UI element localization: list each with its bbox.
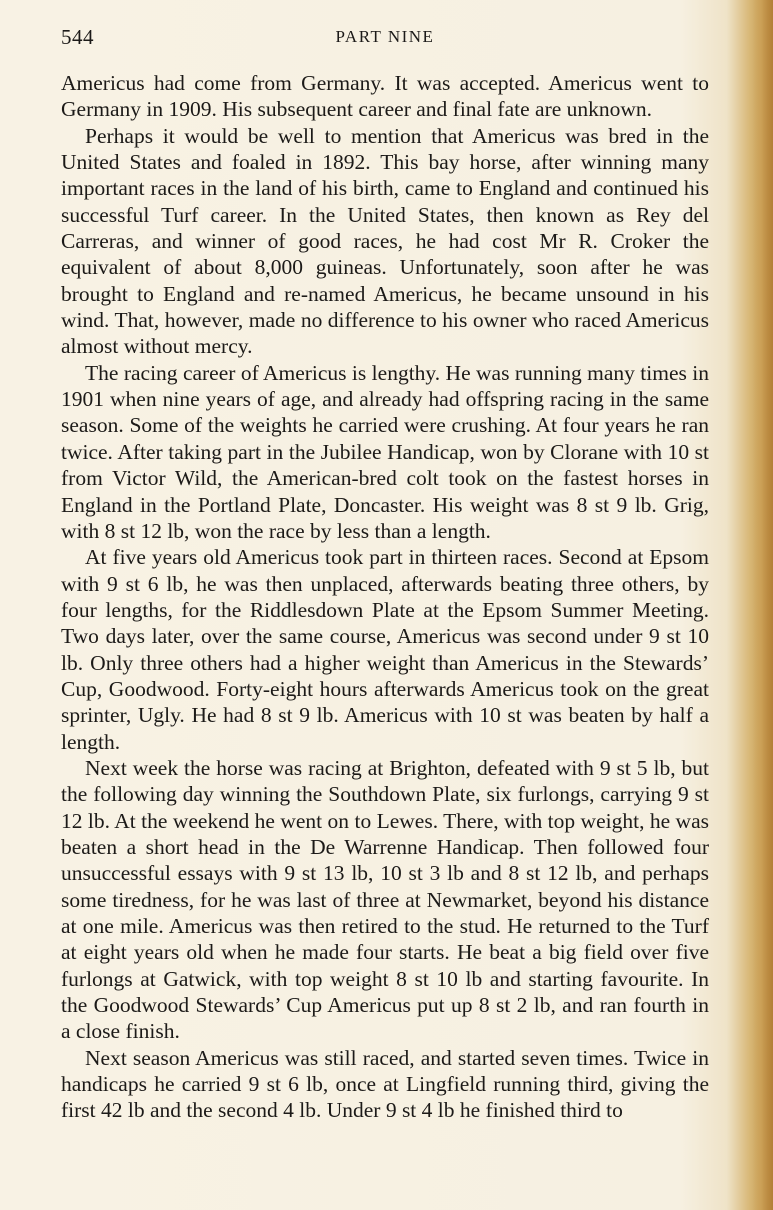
page-header	[61, 25, 709, 55]
body-text	[61, 70, 709, 1124]
paragraph: The racing career of Americus is lengthy. He was running many times in 1901 when nine years of age, and already had offspring racing in the same season. Some of the weights he carried were crushing. At four years he ran twice. After taking part in the Jubilee Handicap, won by Clorane with 10 st from Victor Wild, the American-bred colt took on the fastest horses in England in the Portland Plate, Doncaster. His weight was 8 st 9 lb. Grig, with 8 st 12 lb, won the race by less than a length.	[61, 360, 709, 543]
running-head: PART NINE	[335, 27, 435, 46]
paragraph: At five years old Americus took part in thirteen races. Second at Epsom with 9 st 6 lb, he was then unplaced, afterwards beating three others, by four lengths, for the Riddlesdown Plate at the Epsom Summer Meeting. Two days later, over the same course, Americus was second under 9 st 10 lb. Only three others had a higher weight than Americus in the Stewards’ Cup, Goodwood. Forty-eight hours afterwards Americus took on the great sprinter, Ugly. He had 8 st 9 lb. Americus with 10 st was beaten by half a length.	[61, 545, 709, 754]
paragraph: Next week the horse was racing at Brighton, defeated with 9 st 5 lb, but the following day winning the Southdown Plate, six furlongs, carrying 9 st 12 lb. At the weekend he went on to Lewes. There, with top weight, he was beaten a short head in the De Warrenne Handicap. Then followed four unsuccessful essays with 9 st 13 lb, 10 st 3 lb and 8 st 12 lb, and perhaps some tiredness, for he was last of three at Newmarket, beyond his distance at one mile. Americus was then retired to the stud. He returned to the Turf at eight years old when he made four starts. He beat a big field over five furlongs at Gatwick, with top weight 8 st 10 lb and starting favourite. In the Goodwood Stewards’ Cup Americus put up 8 st 2 lb, and ran fourth in a close finish.	[61, 755, 709, 1044]
page-number: 544	[61, 25, 94, 49]
paragraph: Next season Americus was still raced, and started seven times. Twice in handicaps he carried 9 st 6 lb, once at Lingfield running third, giving the first 42 lb and the second 4 lb. Under 9 st 4 lb he finished third to	[61, 1045, 709, 1123]
paragraph: Perhaps it would be well to mention that Americus was bred in the United States and foaled in 1892. This bay horse, after winning many important races in the land of his birth, came to England and continued his successful Turf career. In the United States, then known as Rey del Carreras, and winner of good races, he had cost Mr R. Croker the equivalent of about 8,000 guineas. Unfortunately, soon after he was brought to England and re-named Americus, he became unsound in his wind. That, however, made no difference to his owner who raced Americus almost without mercy.	[61, 123, 709, 359]
page-edge-shadow	[753, 0, 773, 1210]
paragraph: Americus had come from Germany. It was accepted. Americus went to Germany in 1909. His subsequent career and final fate are unknown.	[61, 71, 709, 122]
